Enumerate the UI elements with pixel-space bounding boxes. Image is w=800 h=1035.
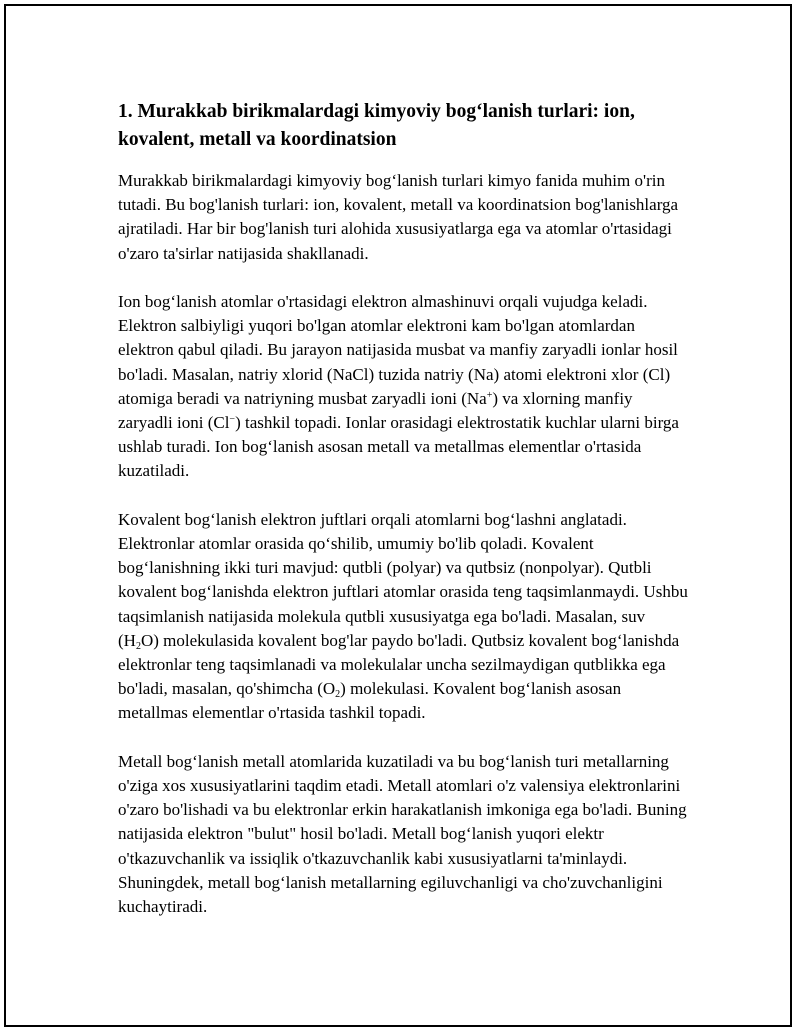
metal-bond-paragraph: Metall bog‘lanish metall atomlarida kuzatiladi va bu bog‘lanish turi metallarning o'ziga xos xususiyatlarini taqdim etadi. Metall atomlari o'z valensiya elektronlarini o'zaro bo'lishadi va bu elektronlar erkin harakatlanish imkoniga ega bo'ladi. Buning natijasida elektron "bulut" hosil bo'ladi. Metall bog‘lanish yuqori elektr o'tkazuvchanlik va issiqlik o'tkazuvchanlik kabi xususiyatlarni ta'minlaydi. Shuningdek, metall bog‘lanish metallarning egiluvchanligi va cho'zuvchanligini kuchaytiradi. xyxy=(118,751,687,917)
cl-charge-superscript: − xyxy=(229,414,236,426)
h2o-subscript: 2 xyxy=(135,640,141,652)
ion-text-3: ) tashkil topadi. Ionlar orasidagi elektrostatik kuchlar ularni birga ushlab turadi. Ion bog‘lanish asosan metall va metallmas elementlar o'rtasida kuzatiladi. xyxy=(118,413,679,481)
ion-text-1: Ion bog‘lanish atomlar o'rtasidagi elektron almashinuvi orqali vujudga keladi. Elektron salbiyligi yuqori bo'lgan atomlar elektroni kam bo'lgan atomlardan elektron qabul qiladi. Bu jarayon natijasida musbat va manfiy zaryadli ionlar hosil bo'ladi. Masalan, natriy xlorid (NaCl) tuzida natriy (Na) atomi elektroni xlor (Cl) atomiga beradi va natriyning musbat zaryadli ioni (Na xyxy=(118,292,678,408)
covalent-text-3: ) molekulasi. Kovalent bog‘lanish asosan metallmas elementlar o'rtasida tashkil topadi. xyxy=(118,679,622,723)
intro-paragraph: Murakkab birikmalardagi kimyoviy bog‘lanish turlari kimyo fanida muhim o'rin tutadi. Bu bog'lanish turlari: ion, kovalent, metall va koordinatsion bog'lanishlarga ajratiladi. Har bir bog'lanish turi alohida xususiyatlarga ega va atomlar o'rtasidagi o'zaro ta'sirlar natijasida shakllanadi. xyxy=(118,171,679,263)
ion-bond-paragraph xyxy=(118,290,688,484)
document-page xyxy=(4,4,792,1027)
section-heading: 1. Murakkab birikmalardagi kimyoviy bog‘lanish turlari: ion, kovalent, metall va koordinatsion xyxy=(118,101,635,150)
ion-text-2: ) va xlorning manfiy zaryadli ioni (Cl xyxy=(118,388,633,433)
covalent-text-2: O) molekulasida kovalent bog'lar paydo bo'ladi. Qutbsiz kovalent bog‘lanishda elektronlar teng taqsimlanadi va molekulalar uncha sezilmaydigan qutblikka ega bo'ladi, masalan, qo'shimcha (O xyxy=(118,630,680,699)
document-body xyxy=(118,98,688,943)
covalent-text-1: Kovalent bog‘lanish elektron juftlari orqali atomlarni bog‘lashni anglatadi. Elektronlar atomlar orasida qo‘shilib, umumiy bo'lib qoladi. Kovalent bog‘lanishning ikki turi mavjud: qutbli (polyar) va qutbsiz (nonpolyar). Qutbli kovalent bog‘lanishda elektron juftlari atomlar orasida teng taqsimlanmaydi. Ushbu taqsimlanish natijasida molekula qutbli xususiyatga ega bo'ladi. Masalan, suv (H xyxy=(118,509,688,650)
o2-subscript: 2 xyxy=(335,689,341,701)
covalent-bond-paragraph xyxy=(118,508,688,726)
na-charge-superscript: + xyxy=(486,389,493,401)
